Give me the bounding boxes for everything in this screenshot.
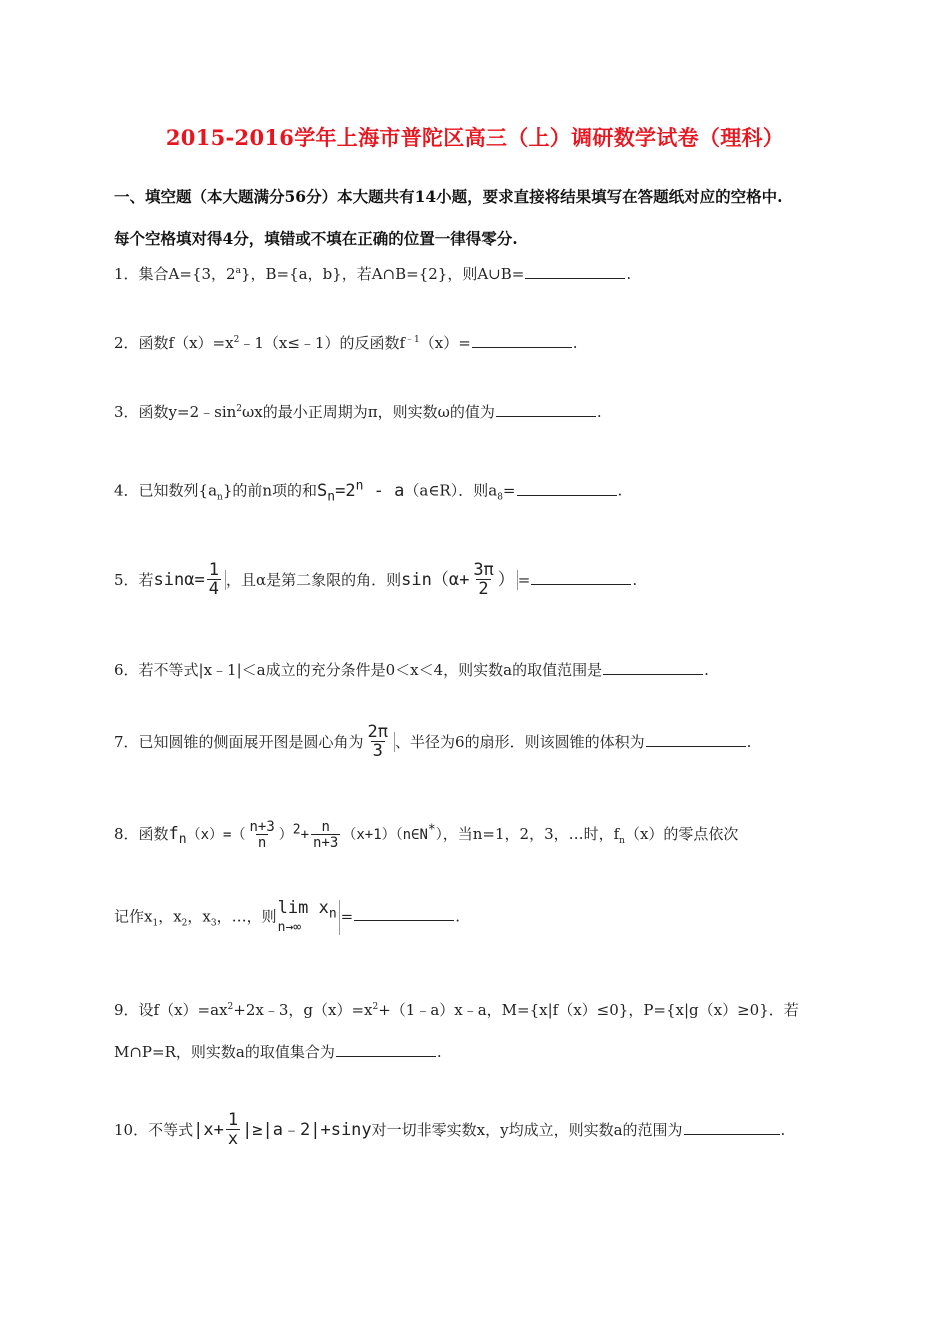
q4-sub1: n [217,492,223,503]
q2-text-a: 2．函数f（x）=x [114,334,234,352]
q8-s3: 3 [210,918,217,929]
question-9-line2 [114,1041,442,1062]
question-6 [114,659,709,680]
q1-sup: a [235,266,241,276]
q8-line2-a: 记作x [114,907,153,926]
q8-f: f [168,824,179,844]
question-4 [114,478,622,504]
q9-sup1: 2 [227,1002,234,1012]
q5-den1: 4 [208,579,219,599]
q4-end: . [617,481,623,500]
q5-sin-alpha: sinα= [153,570,205,590]
q2-text-c: （x）= [419,334,471,352]
q9-answer-blank[interactable] [336,1055,436,1057]
q4-formula-tail: - a [363,480,405,501]
question-10 [114,1112,785,1148]
q3-sup: 2 [236,404,243,414]
q8-s2: 2 [181,918,188,929]
q1-end: . [626,265,632,283]
section-header-line1: 一、填空题（本大题满分56分）本大题共有14小题，要求直接将结果填写在答题纸对应的空格中. [114,187,783,206]
q8-lim: lim x [277,898,329,918]
q10-text-a: 10．不等式 [114,1121,194,1139]
question-3 [114,401,602,422]
q6-answer-blank[interactable] [603,673,703,675]
q5-sin-open: sin（α+ [401,570,470,590]
q2-answer-blank[interactable] [472,346,572,348]
q8-sub: n [619,836,625,846]
q2-text-b: ﹣1（x≤﹣1）的反函数f [239,334,405,352]
q8-f-close: ） [435,827,443,843]
q4-text-b: }的前n项的和 [222,481,318,500]
q4-formula-s: S [317,480,328,501]
q8-text-b: ，当n=1，2，3，…时，f [442,825,620,843]
q3-end: . [596,403,602,421]
q4-sub2: 8 [497,492,503,503]
q8-formula [168,819,443,851]
q8-den1: n [257,835,267,851]
question-8-line2 [114,900,460,935]
question-1 [114,263,631,284]
q5-fraction-1 [207,562,221,598]
q4-formula-eq: =2 [335,480,356,501]
q10-abs-rest: |≥|a﹣2|+siny [242,1120,372,1140]
q9-text-a: 9．设f（x）=ax [114,1001,228,1019]
q4-text-d: = [502,481,516,500]
q5-fraction-2 [471,562,495,598]
q7-text-b: 、半径为6的扇形．则该圆锥的体积为 [395,733,645,751]
q10-den: x [227,1129,239,1149]
q8-text-a: 8．函数 [114,825,169,843]
q5-num1: 1 [208,560,219,580]
q7-formula [364,722,395,761]
q9-sup2: 2 [372,1002,379,1012]
q8-lim-under: n→∞ [277,920,302,936]
q9-text-c: +（1﹣a）x﹣a，M={x|f（x）≤0}，P={x|g（x）≥0}．若 [378,1001,799,1019]
q7-den: 3 [372,741,383,761]
q1-answer-blank[interactable] [525,277,625,279]
q8-lim-n: n [328,906,337,922]
q7-num: 2π [367,722,389,742]
q8-s1: 1 [152,918,159,929]
q8-f-mid: （x）=（ [186,827,246,843]
q2-sup1: 2 [233,335,240,345]
q8-num2: n [321,819,330,835]
q1-text-b: }，B={a，b}，若A∩B={2}，则A∪B= [240,265,525,283]
q3-text-a: 3．函数y=2﹣sin [114,403,237,421]
question-5 [114,562,637,598]
q8-answer-blank[interactable] [354,919,454,921]
q7-answer-blank[interactable] [646,745,746,747]
q5-end: . [632,571,638,589]
q8-line2-e: = [340,907,354,926]
q4-formula-exp: n [355,478,364,493]
q8-num1: n+3 [249,819,275,835]
q4-answer-blank[interactable] [517,494,617,496]
q5-num2: 3π [473,560,494,580]
q5-sin-close: ） [497,570,515,590]
q10-answer-blank[interactable] [684,1133,780,1135]
q5-text-b: ，且α是第二象限的角．则 [225,571,402,589]
q4-formula-sub: n [327,489,336,505]
page-title: 2015-2016学年上海市普陀区高三（上）调研数学试卷（理科） [165,125,785,150]
q9-line2: M∩P=R，则实数a的取值集合为 [114,1043,335,1061]
q8-star: * [427,822,436,838]
q4-text-a: 4．已知数列{a [114,481,218,500]
q2-sup2: ﹣1 [405,335,420,345]
q5-text-c: = [517,571,531,589]
q4-text-c: （a∈R）．则a [404,481,498,500]
q7-text-a: 7．已知圆锥的侧面展开图是圆心角为 [114,733,364,751]
q4-formula [317,478,405,505]
q8-line2-b: ，x [158,907,182,926]
q8-f-mid2: ） [278,827,293,843]
question-9 [114,999,799,1020]
q5-text-a: 5．若 [114,571,154,589]
q8-sq: 2 [292,822,301,838]
q8-text-c: （x）的零点依次 [624,825,739,843]
q5-formula-2 [401,560,518,599]
q10-fraction [226,1112,240,1148]
q8-plus: + [300,827,310,843]
q8-fn: n [178,831,187,847]
q8-line2-d: ，…，则 [216,907,277,926]
question-8 [114,820,738,850]
q8-limit [278,900,340,935]
q10-end: . [780,1121,786,1139]
q9-end: . [436,1043,442,1061]
q3-text-b: ωx的最小正周期为π，则实数ω的值为 [242,403,495,421]
q10-num: 1 [227,1110,239,1130]
question-2 [114,332,578,353]
q2-end: . [572,334,578,352]
q9-text-b: +2x﹣3，g（x）=x [233,1001,373,1019]
q10-formula [193,1110,372,1149]
q5-answer-blank[interactable] [531,583,631,585]
q8-line2-c: ，x [187,907,211,926]
q6-end: . [704,661,709,679]
question-7 [114,724,751,760]
q8-end: . [455,907,460,926]
q7-end: . [746,733,752,751]
q10-text-b: 对一切非零实数x，y均成立，则实数a的范围为 [371,1121,683,1139]
q1-text-a: 1．集合A={3，2 [114,265,236,283]
q7-fraction [366,724,390,760]
q5-formula-1 [153,560,226,599]
section-header-line2: 每个空格填对得4分，填错或不填在正确的位置一律得零分. [114,229,518,248]
q10-abs-open: |x+ [193,1120,224,1140]
q8-fraction-1 [247,820,276,850]
q8-fraction-2 [311,820,340,850]
q5-den2: 2 [478,579,489,599]
q6-text-a: 6．若不等式|x﹣1|＜a成立的充分条件是0＜x＜4，则实数a的取值范围是 [114,661,603,679]
q3-answer-blank[interactable] [496,415,596,417]
q8-f-tail: （x+1）（n∈N [342,827,428,843]
q8-den2: n+3 [313,835,339,851]
